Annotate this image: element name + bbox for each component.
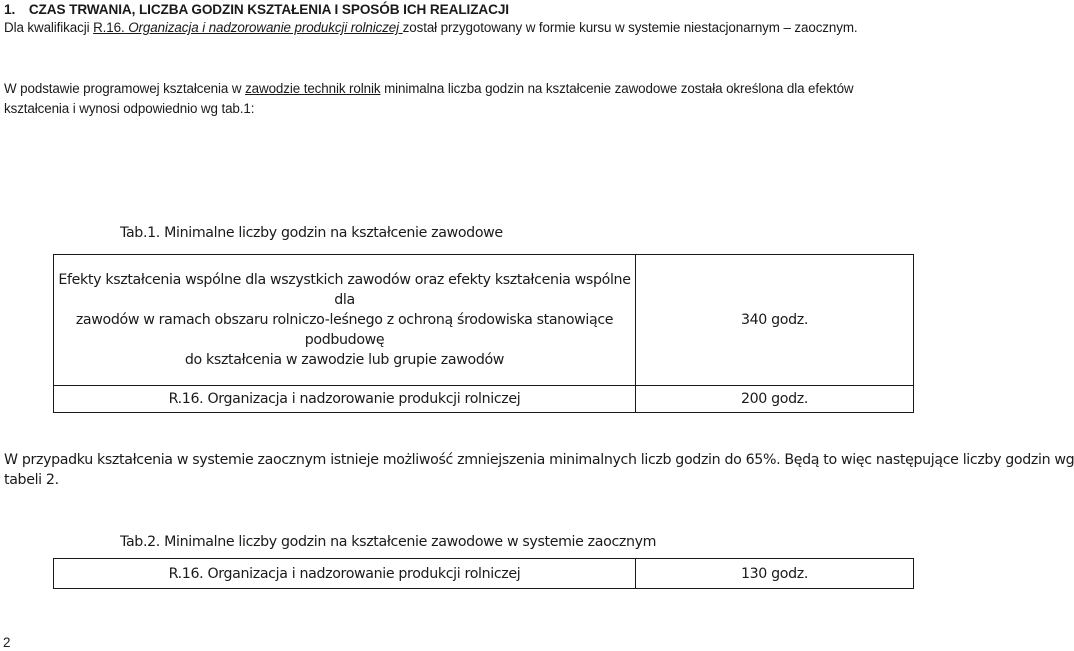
- table-2-title: Tab.2. Minimalne liczby godzin na kształcenie zawodowe w systemie zaocznym: [120, 534, 657, 550]
- paragraph-2-line-2: tabeli 2.: [4, 472, 59, 488]
- section-title: CZAS TRWANIA, LICZBA GODZIN KSZTAŁENIA I SPOSÓB ICH REALIZACJI: [28, 2, 509, 17]
- table-1-row-1-hours: 340 godz.: [740, 312, 809, 328]
- qualification-prefix: Dla kwalifikacji: [4, 20, 94, 35]
- table-1-row-2-text: R.16. Organizacja i nadzorowanie produkcji rolniczej: [168, 391, 521, 407]
- section-heading: [4, 2, 509, 17]
- section-number: 1.: [4, 2, 16, 17]
- table-1-row-2-hours: 200 godz.: [740, 391, 809, 407]
- table-cell-hours: [636, 386, 914, 413]
- paragraph-1-pre: W podstawie programowej kształcenia w: [4, 81, 246, 96]
- table-1-row-1-line-2: zawodów w ramach obszaru rolniczo-leśnego z ochroną środowiska stanowiące podbudowę: [75, 312, 614, 348]
- table-cell-description: [54, 386, 636, 413]
- table-1-row-1-line-1: Efekty kształcenia wspólne dla wszystkich zawodów oraz efekty kształcenia wspólne dla: [58, 272, 631, 308]
- page-number: 2: [3, 635, 11, 650]
- table-cell-description: [54, 559, 636, 589]
- profession-link[interactable]: zawodzie technik rolnik: [245, 81, 381, 96]
- table-cell-description: [54, 255, 636, 386]
- paragraph-1-line-1: [4, 81, 854, 96]
- paragraph-1-post: minimalna liczba godzin na kształcenie zawodowe została określona dla efektów: [380, 81, 854, 96]
- table-row: [54, 386, 914, 413]
- table-1: [53, 254, 914, 413]
- table-2-row-1-text: R.16. Organizacja i nadzorowanie produkcji rolniczej: [168, 565, 521, 582]
- table-2: [53, 558, 914, 589]
- table-cell-hours: [636, 559, 914, 589]
- table-2-row-1-hours: 130 godz.: [740, 565, 809, 582]
- table-row: [54, 255, 914, 386]
- paragraph-1-line-2: kształcenia i wynosi odpowiednio wg tab.1:: [4, 101, 255, 116]
- qualification-name-link[interactable]: Organizacja i nadzorowanie produkcji rolniczej: [124, 20, 403, 35]
- table-1-title: Tab.1. Minimalne liczby godzin na kształcenie zawodowe: [120, 225, 503, 241]
- paragraph-2-line-1: W przypadku kształcenia w systemie zaocznym istnieje możliwość zmniejszenia minimalnych liczb godzin do 65%. Będą to więc następujące liczby godzin wg: [4, 452, 1074, 468]
- table-cell-hours: [636, 255, 914, 386]
- qualification-line: [4, 20, 858, 35]
- qualification-suffix: został przygotowany w formie kursu w systemie niestacjonarnym – zaocznym.: [402, 20, 858, 35]
- qualification-code-link[interactable]: R.16.: [93, 20, 125, 35]
- table-1-row-1-line-3: do kształcenia w zawodzie lub grupie zawodów: [184, 352, 505, 368]
- table-row: [54, 559, 914, 589]
